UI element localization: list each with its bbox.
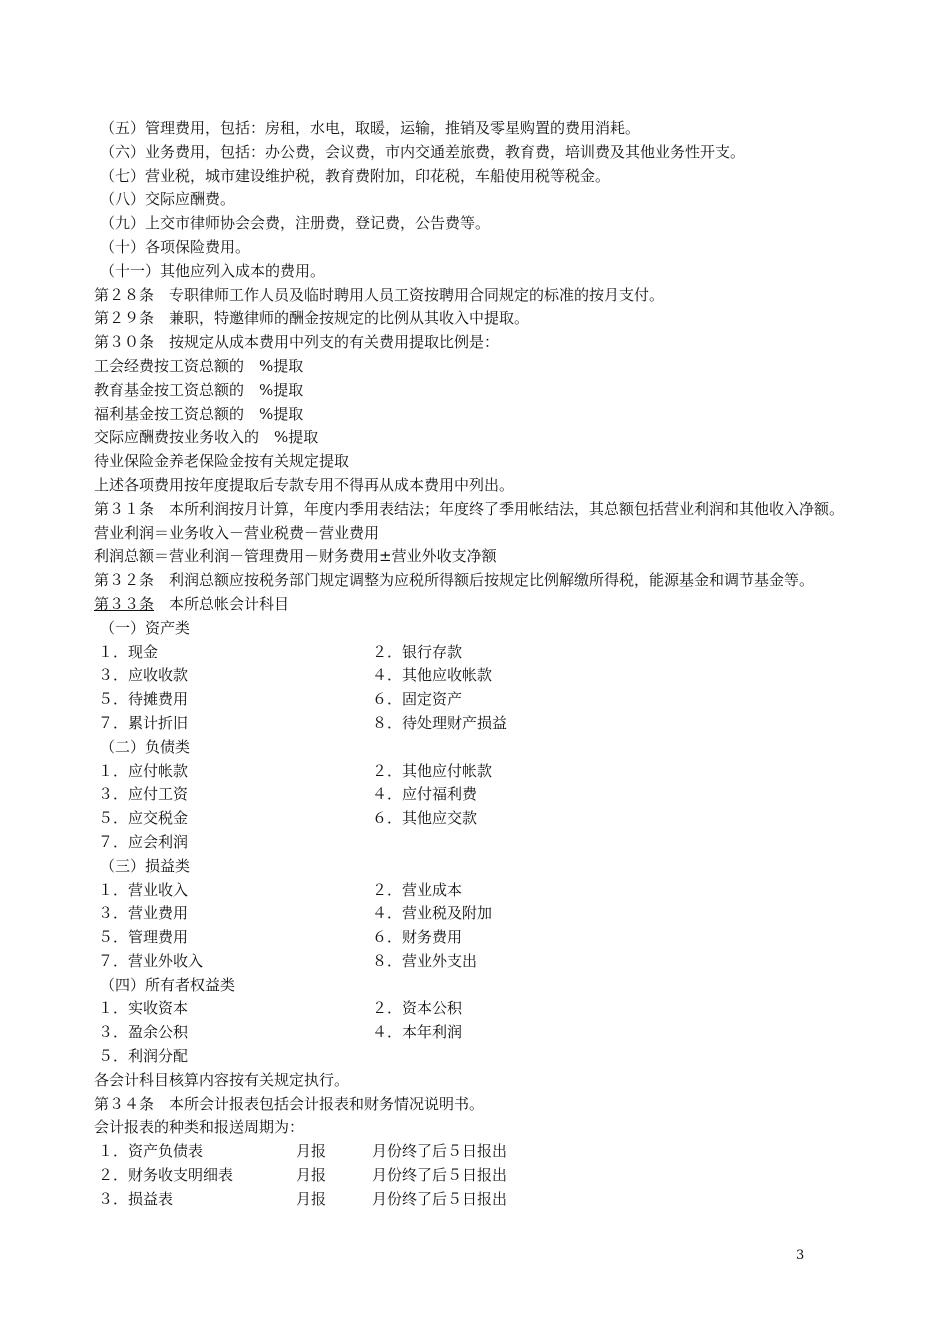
cost-item-11: （十一）其他应列入成本的费用。 <box>100 261 326 280</box>
article-33-label: 第３３条 <box>94 594 155 613</box>
article-29: 第２９条 兼职，特邀律师的酬金按规定的比例从其收入中提取。 <box>94 309 530 328</box>
account-row <box>94 1021 934 1045</box>
account-row <box>94 664 934 688</box>
ratio-line: 待业保险金养老保险金按有关规定提取 <box>94 452 350 471</box>
liabilities-title: （二）负债类 <box>100 737 191 756</box>
account-cell: ８．待处理财产损益 <box>372 713 508 732</box>
cost-item-10: （十）各项保险费用。 <box>100 237 251 256</box>
formula-operating-profit: 营业利润＝业务收入－营业税费－营业费用 <box>94 523 380 542</box>
cost-item-8: （八）交际应酬费。 <box>100 190 236 209</box>
report-row <box>94 1140 934 1164</box>
article-30: 第３０条 按规定从成本费用中列支的有关费用提取比例是： <box>94 333 500 352</box>
account-row <box>94 902 934 926</box>
report-deadline: 月份终了后５日报出 <box>372 1166 508 1185</box>
account-cell: ６．其他应交款 <box>372 809 478 828</box>
account-cell: ３．应收收款 <box>98 666 189 685</box>
cost-item-9: （九）上交市律师协会会费，注册费，登记费，公告费等。 <box>100 214 491 233</box>
account-row <box>94 688 934 712</box>
account-cell: ４．其他应收帐款 <box>372 666 493 685</box>
account-row <box>94 1045 934 1069</box>
account-cell: ５．应交税金 <box>98 809 189 828</box>
report-deadline: 月份终了后５日报出 <box>372 1189 508 1208</box>
account-row <box>94 997 934 1021</box>
report-frequency: 月报 <box>296 1166 327 1185</box>
account-cell: ２．营业成本 <box>372 880 463 899</box>
report-name: ３．损益表 <box>98 1189 174 1208</box>
account-row <box>94 926 934 950</box>
article-34: 第３４条 本所会计报表包括会计报表和财务情况说明书。 <box>94 1094 485 1113</box>
assets-title: （一）资产类 <box>100 618 191 637</box>
account-row <box>94 950 934 974</box>
article-28: 第２８条 专职律师工作人员及临时聘用人员工资按聘用合同规定的标准的按月支付。 <box>94 285 665 304</box>
account-cell: ３．盈余公积 <box>98 1023 189 1042</box>
account-cell: ２．资本公积 <box>372 999 463 1018</box>
account-cell: ７．营业外收入 <box>98 951 204 970</box>
ratio-line: 福利基金按工资总额的 %提取 <box>94 404 304 423</box>
account-cell: ７．应会利润 <box>98 832 189 851</box>
account-cell: ４．本年利润 <box>372 1023 463 1042</box>
pl-title: （三）损益类 <box>100 856 191 875</box>
ratio-line: 交际应酬费按业务收入的 %提取 <box>94 428 319 447</box>
account-row <box>94 807 934 831</box>
report-name: １．资产负债表 <box>98 1142 204 1161</box>
report-deadline: 月份终了后５日报出 <box>372 1142 508 1161</box>
page-number: 3 <box>796 1248 805 1263</box>
report-row <box>94 1188 934 1212</box>
ratio-line: 工会经费按工资总额的 %提取 <box>94 356 304 375</box>
account-cell: １．应付帐款 <box>98 761 189 780</box>
reports-intro: 会计报表的种类和报送周期为： <box>94 1118 305 1137</box>
account-cell: １．营业收入 <box>98 880 189 899</box>
account-row <box>94 641 934 665</box>
report-frequency: 月报 <box>296 1189 327 1208</box>
account-cell: １．现金 <box>98 642 159 661</box>
account-cell: ６．固定资产 <box>372 690 463 709</box>
report-frequency: 月报 <box>296 1142 327 1161</box>
account-cell: ５．待摊费用 <box>98 690 189 709</box>
accounts-note: 各会计科目核算内容按有关规定执行。 <box>94 1070 350 1089</box>
equity-title: （四）所有者权益类 <box>100 975 236 994</box>
report-name: ２．财务收支明细表 <box>98 1166 234 1185</box>
account-row <box>94 783 934 807</box>
document-page <box>94 117 934 1212</box>
account-cell: ５．管理费用 <box>98 928 189 947</box>
article-33 <box>94 593 934 617</box>
article-32: 第３２条 利润总额应按税务部门规定调整为应税所得额后按规定比例解缴所得税，能源基金和调节基金等。 <box>94 571 815 590</box>
account-cell: ３．应付工资 <box>98 785 189 804</box>
account-row <box>94 712 934 736</box>
report-row <box>94 1164 934 1188</box>
account-cell: ２．银行存款 <box>372 642 463 661</box>
account-row <box>94 831 934 855</box>
account-cell: ５．利润分配 <box>98 1047 189 1066</box>
account-cell: ６．财务费用 <box>372 928 463 947</box>
cost-item-7: （七）营业税，城市建设维护税，教育费附加，印花税，车船使用税等税金。 <box>100 166 611 185</box>
article-33-text: 本所总帐会计科目 <box>154 594 290 613</box>
account-row <box>94 879 934 903</box>
account-row <box>94 760 934 784</box>
account-cell: ３．营业费用 <box>98 904 189 923</box>
formula-total-profit: 利润总额＝营业利润－管理费用－财务费用±营业外收支净额 <box>94 547 497 566</box>
account-cell: ４．应付福利费 <box>372 785 478 804</box>
article-31: 第３１条 本所利润按月计算，年度内季用表结法；年度终了季用帐结法，其总额包括营业利润和其他收入净额。 <box>94 499 845 518</box>
cost-item-5: （五）管理费用，包括：房租，水电，取暖，运输，推销及零星购置的费用消耗。 <box>100 119 641 137</box>
ratio-line: 教育基金按工资总额的 %提取 <box>94 380 304 399</box>
ratio-line: 上述各项费用按年度提取后专款专用不得再从成本费用中列出。 <box>94 475 515 494</box>
cost-item-6: （六）业务费用，包括：办公费，会议费，市内交通差旅费，教育费，培训费及其他业务性开支。 <box>100 142 746 161</box>
account-cell: １．实收资本 <box>98 999 189 1018</box>
account-cell: ４．营业税及附加 <box>372 904 493 923</box>
account-cell: ７．累计折旧 <box>98 713 189 732</box>
account-cell: ８．营业外支出 <box>372 951 478 970</box>
account-cell: ２．其他应付帐款 <box>372 761 493 780</box>
